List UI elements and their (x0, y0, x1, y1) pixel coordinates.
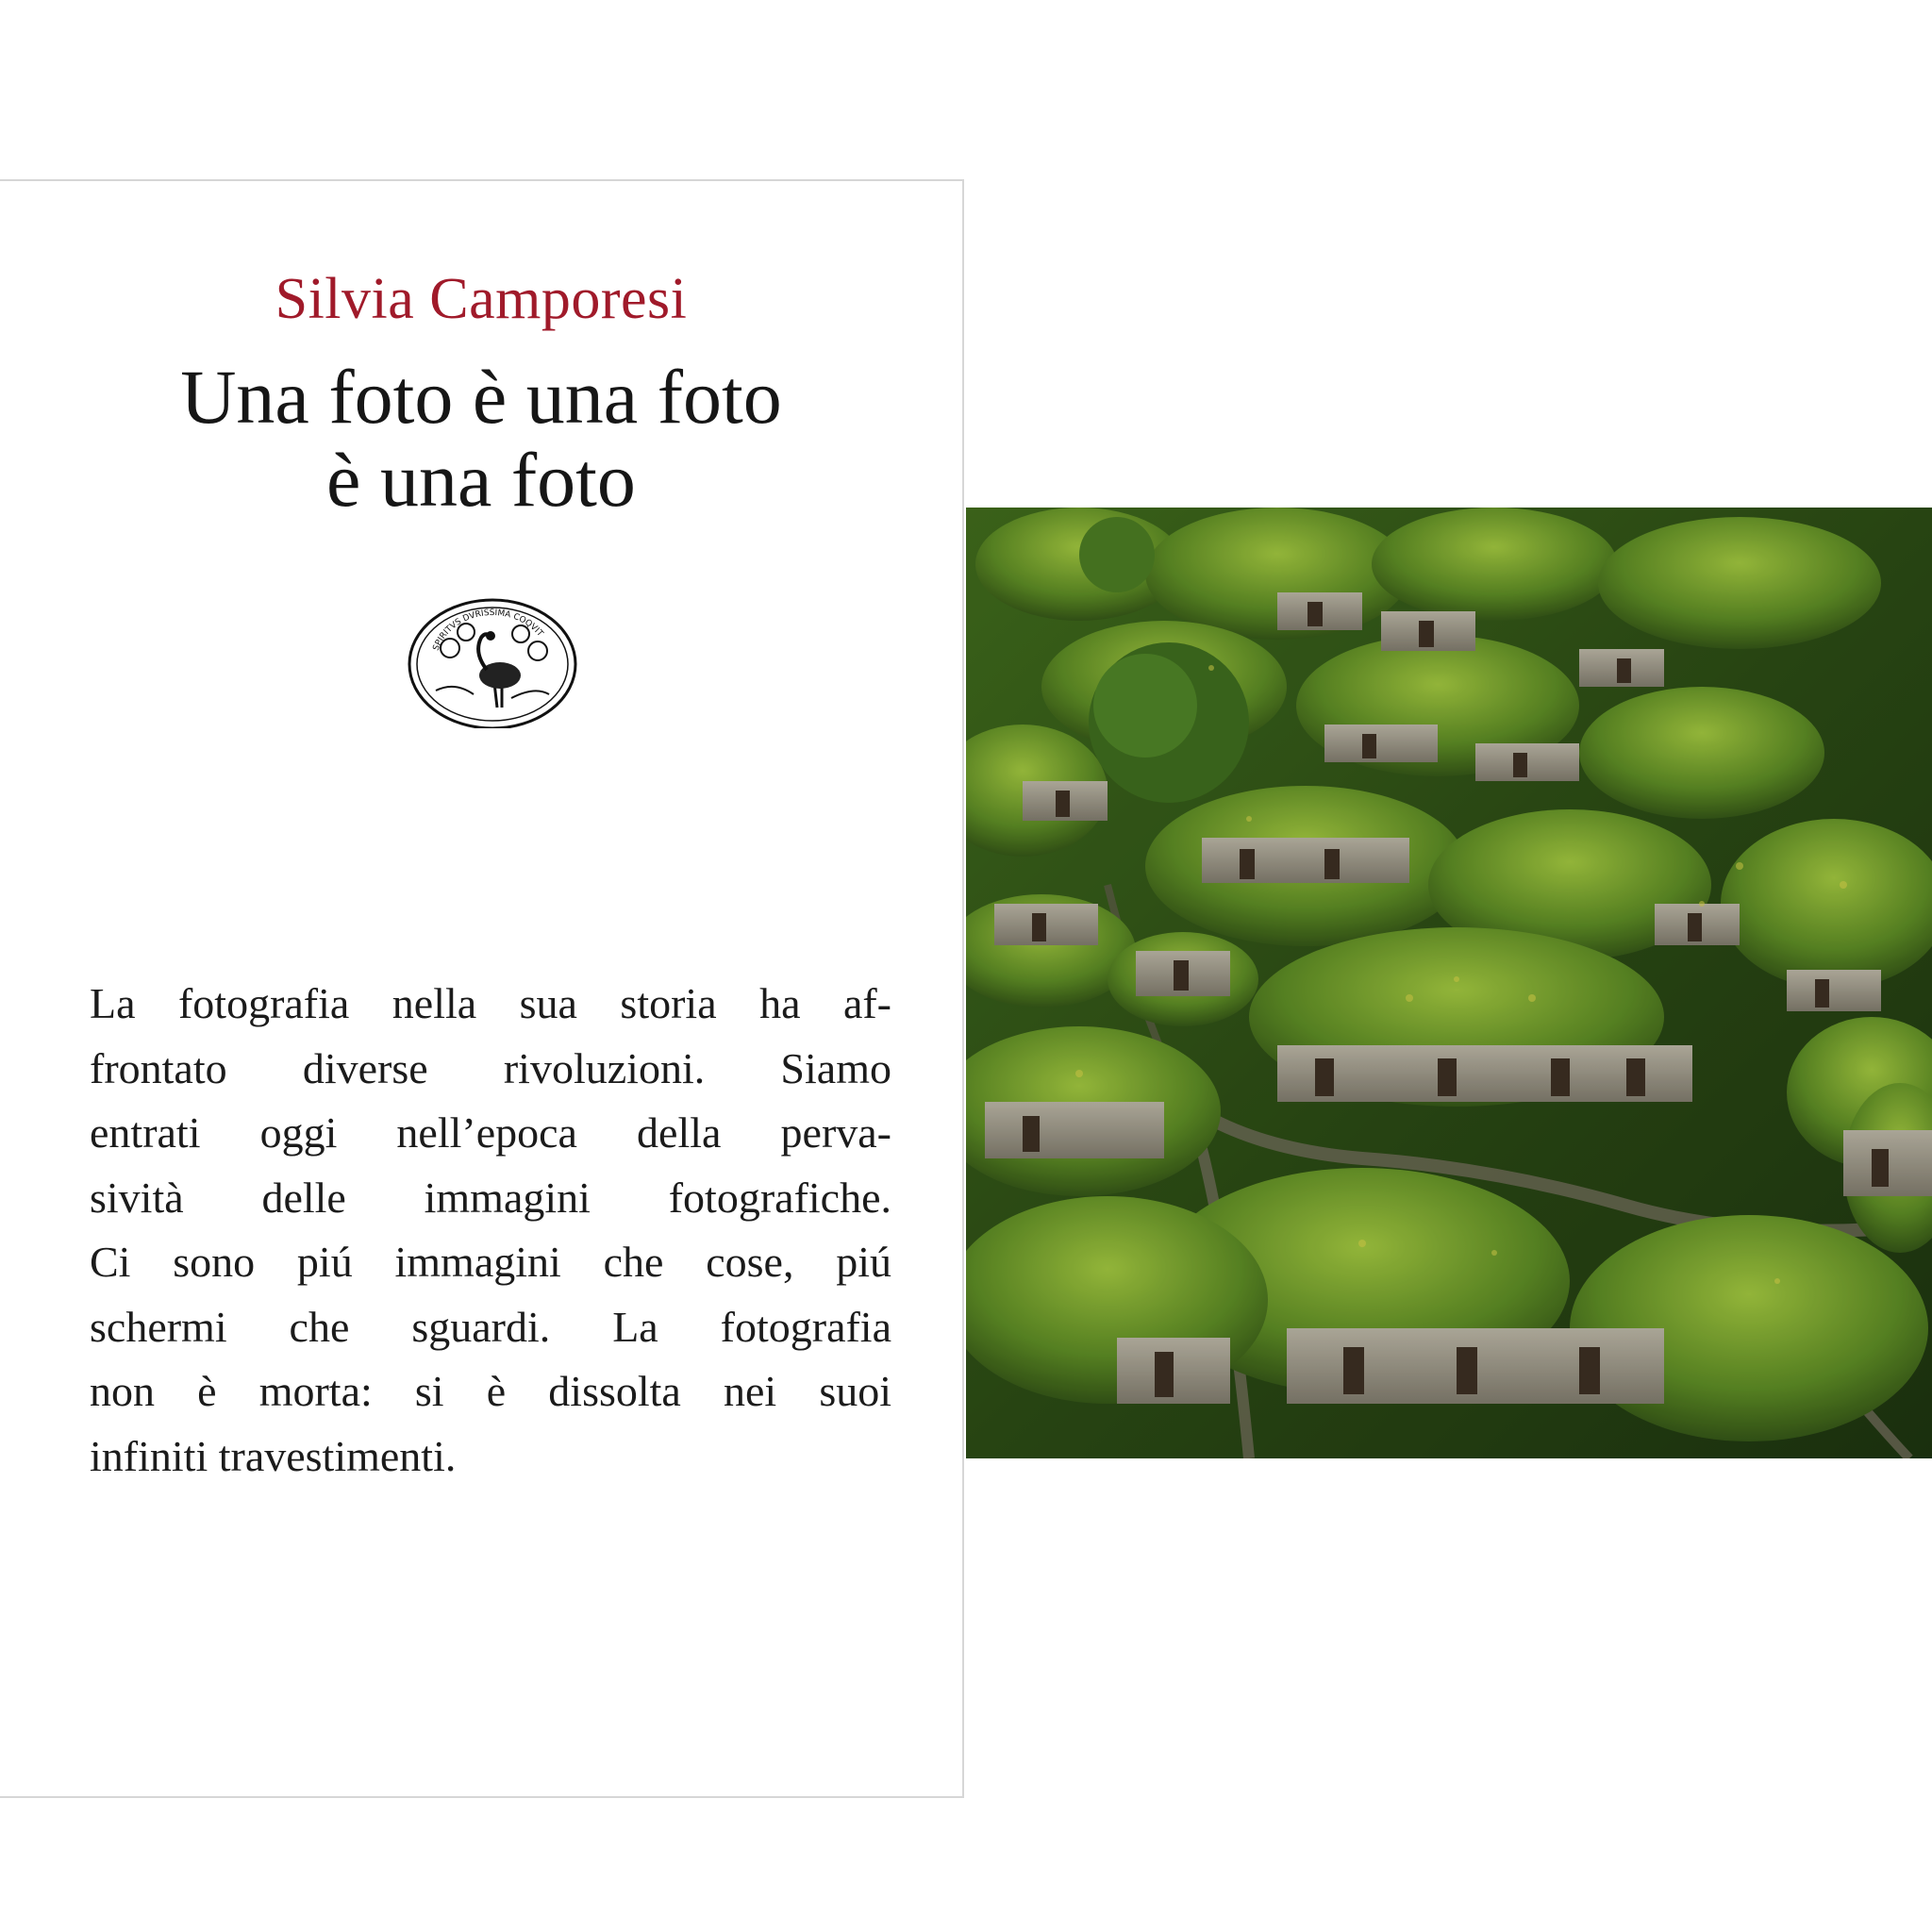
book-cover (0, 179, 964, 1798)
blurb-line: Ci sono piú immagini che cose, piú (90, 1238, 891, 1286)
title-line-1: Una foto è una foto (180, 354, 782, 440)
blurb-line: sività delle immagini fotografiche. (90, 1173, 891, 1222)
book-title (0, 356, 962, 522)
blurb-line: La fotografia nella sua storia ha af- (90, 979, 891, 1027)
blurb-line: entrati oggi nell’epoca della perva- (90, 1108, 891, 1157)
blurb-line: schermi che sguardi. La fotografia (90, 1302, 891, 1351)
blurb-line: frontato diverse rivoluzioni. Siamo (90, 1043, 891, 1092)
title-line-2: è una foto (326, 437, 636, 523)
author-name: Silvia Camporesi (275, 267, 688, 331)
blurb-text (90, 972, 891, 1489)
publisher-emblem (408, 596, 577, 728)
landscape-photo (966, 508, 1932, 1458)
blurb-line: non è morta: si è dissolta nei suoi (90, 1367, 891, 1415)
landscape-photo-icon (966, 508, 1932, 1458)
emblem-motto: SPIRITVS DVRISSIMA COQVIT (431, 608, 545, 653)
blurb-line: infiniti travestimenti. (90, 1431, 457, 1480)
